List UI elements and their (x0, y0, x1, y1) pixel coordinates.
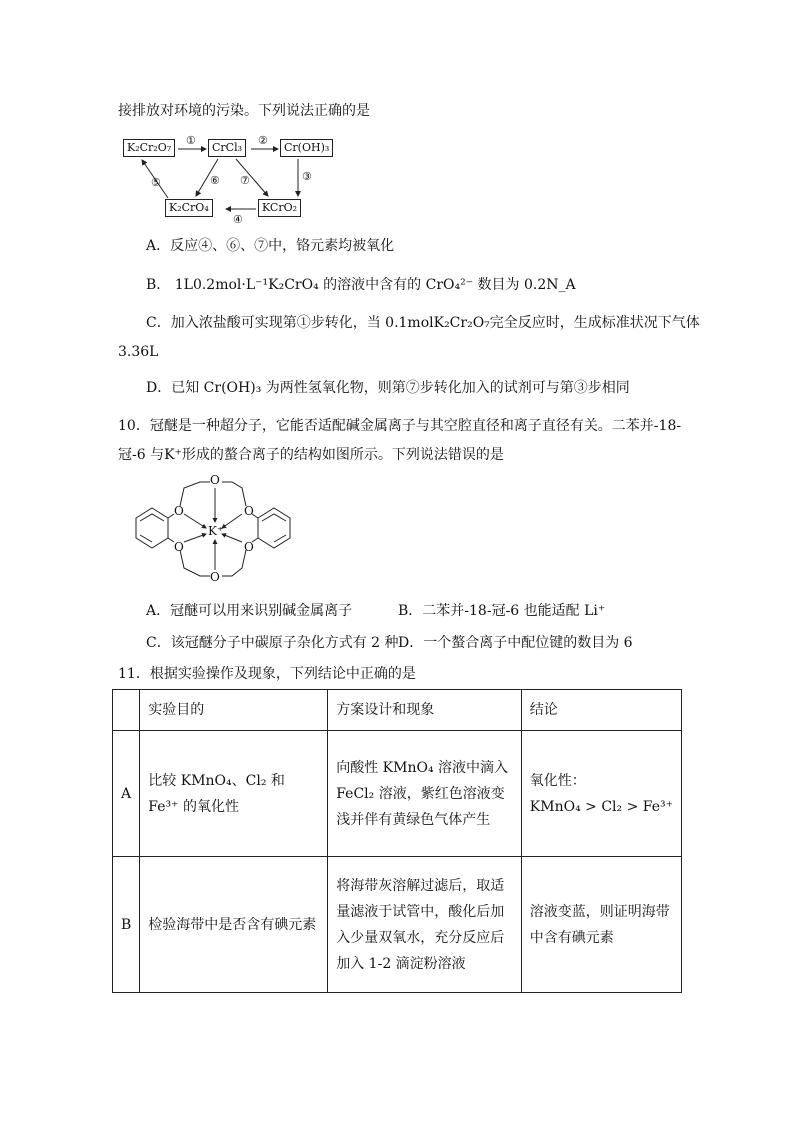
q10-stem-line1: 10．冠醚是一种超分子，它能否适配碱金属离子与其空腔直径和离子直径有关。二苯并-18- (118, 418, 682, 434)
q10-stem-line2: 冠-6 与K⁺形成的螯合离子的结构如图所示。下列说法错误的是 (118, 447, 504, 463)
conclusion-title: 氧化性： (529, 772, 586, 789)
header-cell-label (113, 690, 140, 731)
step-4-label: ④ (233, 213, 243, 226)
oxygen-atom-left-bottom: O (174, 540, 184, 554)
q9-option-b: B． 1L0.2mol·L⁻¹K₂CrO₄ 的溶液中含有的 CrO₄²⁻ 数目为 0.2N_A (146, 277, 576, 293)
q9-option-d: D．已知 Cr(OH)₃ 为两性氢氧化物，则第⑦步转化加入的试剂可与第③步相同 (146, 380, 630, 396)
table-row (113, 731, 682, 857)
header-cell-purpose: 实验目的 (140, 690, 328, 731)
header-cell-conclusion: 结论 (521, 690, 681, 731)
oxygen-atom-right-top: O (244, 504, 254, 518)
table-header-row (113, 690, 682, 731)
q10-option-a: A．冠醚可以用来识别碱金属离子 (146, 603, 353, 619)
crcl3-box: CrCl₃ (208, 139, 246, 157)
q9-option-a: A．反应④、⑥、⑦中，铬元素均被氧化 (146, 238, 395, 254)
croh3-box: Cr(OH)₃ (280, 139, 333, 157)
k2cr2o7-box: K₂Cr₂O₇ (123, 139, 175, 157)
experiment-table (112, 689, 682, 993)
row-purpose: 检验海带中是否含有碘元素 (140, 857, 328, 993)
crown-ether-structure (118, 473, 308, 586)
q9-option-c-line2: 3.36L (118, 344, 159, 360)
q9-option-c-line1: C．加入浓盐酸可实现第①步转化，当 0.1molK₂Cr₂O₇完全反应时，生成标准状况下气体 (146, 315, 700, 331)
chromium-conversion-scheme (118, 134, 338, 224)
oxygen-atom-top: O (210, 473, 220, 487)
row-design: 将海带灰溶解过滤后，取适量滤液于试管中，酸化后加入少量双氧水，充分反应后加入 1-2 滴淀粉溶液 (328, 857, 522, 993)
row-conclusion: 溶液变蓝，则证明海带中含有碘元素 (521, 857, 681, 993)
k2cro4-box: K₂CrO₄ (165, 199, 213, 217)
step-3-label: ③ (302, 170, 312, 183)
row-label: B (113, 857, 140, 993)
question-intro: 接排放对环境的污染。下列说法正确的是 (118, 103, 370, 119)
step-7-label: ⑦ (240, 174, 250, 187)
step-6-label: ⑥ (210, 174, 220, 187)
oxygen-atom-left-top: O (174, 504, 184, 518)
conclusion-text: KMnO₄ > Cl₂ > Fe³⁺ (529, 798, 673, 815)
step-5-label: ⑤ (151, 176, 161, 189)
step-2-label: ② (258, 134, 268, 147)
row-label: A (113, 731, 140, 857)
row-purpose: 比较 KMnO₄、Cl₂ 和 Fe³⁺ 的氧化性 (140, 731, 328, 857)
oxygen-atom-right-bottom: O (244, 540, 254, 554)
q10-option-d: D．一个螯合离子中配位键的数目为 6 (398, 635, 633, 651)
header-cell-design: 方案设计和现象 (328, 690, 522, 731)
potassium-ion: K⁺ (208, 524, 224, 538)
oxygen-atom-bottom: O (210, 570, 220, 584)
kcro2-box: KCrO₂ (258, 199, 301, 217)
q10-option-b: B．二苯并-18-冠-6 也能适配 Li⁺ (398, 603, 606, 619)
q10-option-c: C．该冠醚分子中碳原子杂化方式有 2 种 (146, 635, 399, 651)
table-row (113, 857, 682, 993)
row-conclusion (521, 731, 681, 857)
q11-stem: 11．根据实验操作及现象，下列结论中正确的是 (118, 666, 416, 682)
row-design: 向酸性 KMnO₄ 溶液中滴入 FeCl₂ 溶液，紫红色溶液变浅并伴有黄绿色气体产生 (328, 731, 522, 857)
step-1-label: ① (186, 134, 196, 147)
